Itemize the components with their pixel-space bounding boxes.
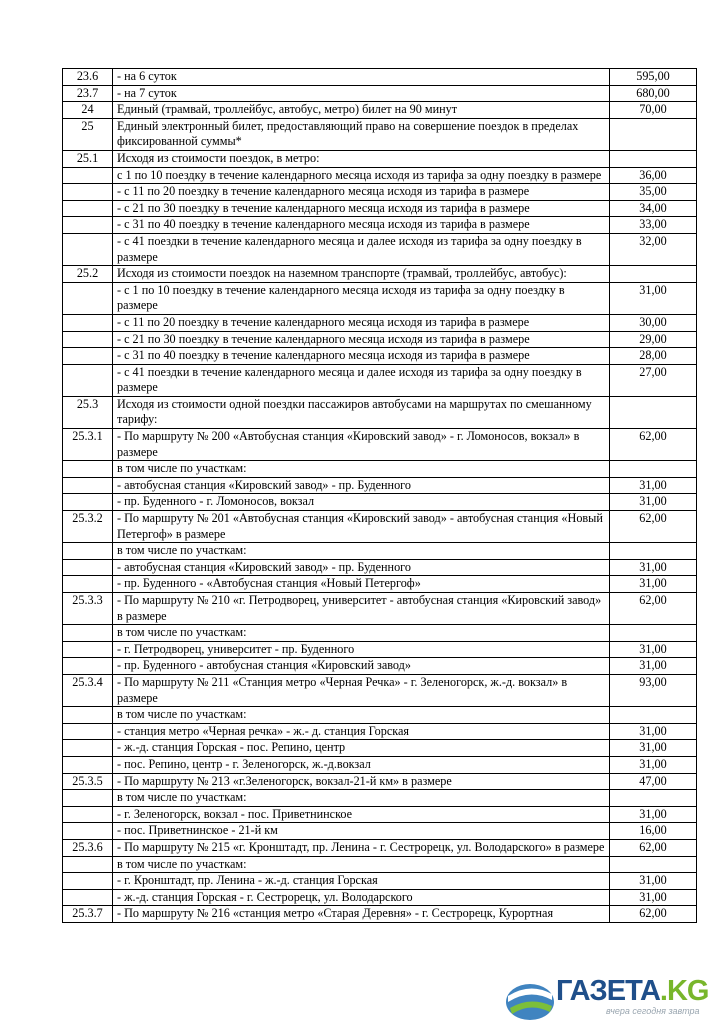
table-row xyxy=(63,576,697,593)
row-number: 25.2 xyxy=(63,266,113,283)
row-description: Единый (трамвай, троллейбус, автобус, метро) билет на 90 минут xyxy=(113,102,610,119)
table-row xyxy=(63,873,697,890)
row-price: 31,00 xyxy=(610,282,697,314)
table-row xyxy=(63,906,697,923)
row-number: 25.3.2 xyxy=(63,511,113,543)
row-description: - пос. Репино, центр - г. Зеленогорск, ж.-д.вокзал xyxy=(113,756,610,773)
table-row xyxy=(63,674,697,706)
row-price: 31,00 xyxy=(610,641,697,658)
row-price: 29,00 xyxy=(610,331,697,348)
row-description: - с 11 по 20 поездку в течение календарного месяца исходя из тарифа в размере xyxy=(113,314,610,331)
table-row xyxy=(63,150,697,167)
row-description: в том числе по участкам: xyxy=(113,856,610,873)
table-row xyxy=(63,773,697,790)
table-row xyxy=(63,461,697,478)
table-row xyxy=(63,625,697,642)
row-description: - с 11 по 20 поездку в течение календарного месяца исходя из тарифа в размере xyxy=(113,184,610,201)
table-row xyxy=(63,856,697,873)
row-description: - с 1 по 10 поездку в течение календарного месяца исходя из тарифа за одну поездку в размере xyxy=(113,282,610,314)
row-number: 25.3 xyxy=(63,396,113,428)
row-description: - с 41 поездки в течение календарного месяца и далее исходя из тарифа за одну поездку в размере xyxy=(113,233,610,265)
row-price: 31,00 xyxy=(610,806,697,823)
row-price: 31,00 xyxy=(610,889,697,906)
table-row xyxy=(63,314,697,331)
row-price xyxy=(610,461,697,478)
row-price: 595,00 xyxy=(610,69,697,86)
table-row xyxy=(63,707,697,724)
table-row xyxy=(63,641,697,658)
row-description: - с 21 по 30 поездку в течение календарного месяца исходя из тарифа в размере xyxy=(113,200,610,217)
row-price: 31,00 xyxy=(610,477,697,494)
row-description: - По маршруту № 213 «г.Зеленогорск, вокзал-21-й км» в размере xyxy=(113,773,610,790)
row-price: 47,00 xyxy=(610,773,697,790)
row-number: 23.6 xyxy=(63,69,113,86)
row-number xyxy=(63,806,113,823)
tariff-table-body xyxy=(63,69,697,923)
table-row xyxy=(63,511,697,543)
row-number: 23.7 xyxy=(63,85,113,102)
tariff-table xyxy=(62,68,697,923)
row-price: 93,00 xyxy=(610,674,697,706)
row-price xyxy=(610,625,697,642)
row-price: 31,00 xyxy=(610,658,697,675)
row-description: - По маршруту № 216 «станция метро «Старая Деревня» - г. Сестрорецк, Курортная xyxy=(113,906,610,923)
row-number: 25.1 xyxy=(63,150,113,167)
row-number xyxy=(63,756,113,773)
row-description: - По маршруту № 201 «Автобусная станция «Кировский завод» - автобусная станция «Новый Петергоф» в размере xyxy=(113,511,610,543)
row-number xyxy=(63,889,113,906)
table-row xyxy=(63,839,697,856)
row-number: 24 xyxy=(63,102,113,119)
row-description: - По маршруту № 215 «г. Кронштадт, пр. Ленина - г. Сестрорецк, ул. Володарского» в размере xyxy=(113,839,610,856)
row-price: 33,00 xyxy=(610,217,697,234)
row-description: - пр. Буденного - автобусная станция «Кировский завод» xyxy=(113,658,610,675)
row-number xyxy=(63,823,113,840)
row-number xyxy=(63,331,113,348)
row-price: 31,00 xyxy=(610,740,697,757)
row-description: в том числе по участкам: xyxy=(113,625,610,642)
table-row xyxy=(63,85,697,102)
table-row xyxy=(63,559,697,576)
row-price xyxy=(610,707,697,724)
row-price: 62,00 xyxy=(610,511,697,543)
row-number: 25 xyxy=(63,118,113,150)
table-row xyxy=(63,790,697,807)
table-row xyxy=(63,429,697,461)
table-row xyxy=(63,740,697,757)
row-number xyxy=(63,477,113,494)
row-price xyxy=(610,543,697,560)
row-number xyxy=(63,494,113,511)
row-number xyxy=(63,461,113,478)
table-row xyxy=(63,823,697,840)
watermark-brand: ГАЗЕТА.KG xyxy=(556,975,709,1007)
row-description: - на 7 суток xyxy=(113,85,610,102)
row-number xyxy=(63,576,113,593)
table-row xyxy=(63,69,697,86)
row-price: 31,00 xyxy=(610,559,697,576)
row-description: - с 41 поездки в течение календарного месяца и далее исходя из тарифа за одну поездку в размере xyxy=(113,364,610,396)
row-description: - По маршруту № 211 «Станция метро «Черная Речка» - г. Зеленогорск, ж.-д. вокзал» в размере xyxy=(113,674,610,706)
row-number xyxy=(63,856,113,873)
globe-icon xyxy=(502,972,558,1024)
row-number xyxy=(63,740,113,757)
table-row xyxy=(63,348,697,365)
row-description: - автобусная станция «Кировский завод» - пр. Буденного xyxy=(113,559,610,576)
table-row xyxy=(63,184,697,201)
table-row xyxy=(63,477,697,494)
table-row xyxy=(63,593,697,625)
row-number xyxy=(63,348,113,365)
row-price: 62,00 xyxy=(610,906,697,923)
row-description: - г. Кронштадт, пр. Ленина - ж.-д. станция Горская xyxy=(113,873,610,890)
table-row xyxy=(63,806,697,823)
row-number xyxy=(63,233,113,265)
row-number: 25.3.5 xyxy=(63,773,113,790)
row-price: 28,00 xyxy=(610,348,697,365)
row-price: 70,00 xyxy=(610,102,697,119)
row-price xyxy=(610,790,697,807)
row-description: - станция метро «Черная речка» - ж.- д. станция Горская xyxy=(113,723,610,740)
table-row xyxy=(63,494,697,511)
row-description: Единый электронный билет, предоставляющий право на совершение поездок в пределах фиксированной суммы* xyxy=(113,118,610,150)
row-description: - с 21 по 30 поездку в течение календарного месяца исходя из тарифа в размере xyxy=(113,331,610,348)
row-price xyxy=(610,118,697,150)
row-price: 36,00 xyxy=(610,167,697,184)
table-row xyxy=(63,102,697,119)
row-description: - По маршруту № 200 «Автобусная станция «Кировский завод» - г. Ломоносов, вокзал» в размере xyxy=(113,429,610,461)
row-description: - г. Петродворец, университет - пр. Буденного xyxy=(113,641,610,658)
row-description: с 1 по 10 поездку в течение календарного месяца исходя из тарифа за одну поездку в размере xyxy=(113,167,610,184)
row-price: 31,00 xyxy=(610,576,697,593)
row-number xyxy=(63,314,113,331)
row-number xyxy=(63,559,113,576)
row-description: - По маршруту № 210 «г. Петродворец, университет - автобусная станция «Кировский завод» в размере xyxy=(113,593,610,625)
row-number: 25.3.7 xyxy=(63,906,113,923)
row-description: Исходя из стоимости поездок на наземном транспорте (трамвай, троллейбус, автобус): xyxy=(113,266,610,283)
row-description: - г. Зеленогорск, вокзал - пос. Приветнинское xyxy=(113,806,610,823)
row-price: 62,00 xyxy=(610,839,697,856)
row-number xyxy=(63,625,113,642)
row-number xyxy=(63,200,113,217)
table-row xyxy=(63,233,697,265)
row-description: - ж.-д. станция Горская - г. Сестрорецк, ул. Володарского xyxy=(113,889,610,906)
row-number: 25.3.4 xyxy=(63,674,113,706)
table-row xyxy=(63,217,697,234)
table-row xyxy=(63,543,697,560)
row-price: 16,00 xyxy=(610,823,697,840)
table-row xyxy=(63,282,697,314)
row-description: в том числе по участкам: xyxy=(113,461,610,478)
row-number xyxy=(63,217,113,234)
row-price xyxy=(610,856,697,873)
row-description: Исходя из стоимости одной поездки пассажиров автобусами на маршрутах по смешанному тарифу: xyxy=(113,396,610,428)
row-price: 31,00 xyxy=(610,723,697,740)
row-description: - пр. Буденного - г. Ломоносов, вокзал xyxy=(113,494,610,511)
row-price xyxy=(610,266,697,283)
row-price: 62,00 xyxy=(610,593,697,625)
row-number xyxy=(63,641,113,658)
row-number xyxy=(63,543,113,560)
row-description: в том числе по участкам: xyxy=(113,790,610,807)
row-number xyxy=(63,167,113,184)
row-price: 27,00 xyxy=(610,364,697,396)
row-price: 31,00 xyxy=(610,756,697,773)
row-price: 34,00 xyxy=(610,200,697,217)
row-number: 25.3.6 xyxy=(63,839,113,856)
table-row xyxy=(63,331,697,348)
row-number xyxy=(63,723,113,740)
row-number xyxy=(63,790,113,807)
row-description: - с 31 по 40 поездку в течение календарного месяца исходя из тарифа в размере xyxy=(113,217,610,234)
row-description: - ж.-д. станция Горская - пос. Репино, центр xyxy=(113,740,610,757)
row-number xyxy=(63,282,113,314)
table-row xyxy=(63,658,697,675)
row-price: 680,00 xyxy=(610,85,697,102)
row-description: - пр. Буденного - «Автобусная станция «Новый Петергоф» xyxy=(113,576,610,593)
row-description: - автобусная станция «Кировский завод» - пр. Буденного xyxy=(113,477,610,494)
table-row xyxy=(63,266,697,283)
row-price: 31,00 xyxy=(610,494,697,511)
table-row xyxy=(63,756,697,773)
row-price: 62,00 xyxy=(610,429,697,461)
row-price xyxy=(610,150,697,167)
row-price: 30,00 xyxy=(610,314,697,331)
row-number xyxy=(63,658,113,675)
row-price: 32,00 xyxy=(610,233,697,265)
row-description: Исходя из стоимости поездок, в метро: xyxy=(113,150,610,167)
row-price: 35,00 xyxy=(610,184,697,201)
row-price xyxy=(610,396,697,428)
table-row xyxy=(63,396,697,428)
watermark-logo xyxy=(498,972,724,1024)
table-row xyxy=(63,167,697,184)
row-number xyxy=(63,364,113,396)
row-number xyxy=(63,707,113,724)
table-row xyxy=(63,200,697,217)
row-number: 25.3.3 xyxy=(63,593,113,625)
table-row xyxy=(63,364,697,396)
table-row xyxy=(63,889,697,906)
row-number xyxy=(63,184,113,201)
row-description: в том числе по участкам: xyxy=(113,707,610,724)
row-number: 25.3.1 xyxy=(63,429,113,461)
table-row xyxy=(63,723,697,740)
row-price: 31,00 xyxy=(610,873,697,890)
watermark-tagline: вчера сегодня завтра xyxy=(606,1006,700,1016)
row-description: в том числе по участкам: xyxy=(113,543,610,560)
row-description: - пос. Приветнинское - 21-й км xyxy=(113,823,610,840)
row-description: - на 6 суток xyxy=(113,69,610,86)
table-row xyxy=(63,118,697,150)
row-description: - с 31 по 40 поездку в течение календарного месяца исходя из тарифа в размере xyxy=(113,348,610,365)
row-number xyxy=(63,873,113,890)
